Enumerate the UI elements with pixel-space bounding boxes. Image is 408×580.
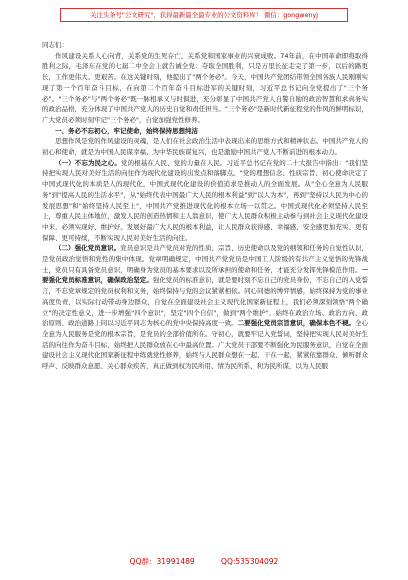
- subsection-heading-2: （二）强化党员意识。: [55, 244, 121, 253]
- section-heading-1: 一、务必不忘初心，牢记使命，始终保持思想纯洁: [55, 126, 198, 135]
- subsection-2-paragraph: [42, 243, 368, 371]
- footer-contact: [0, 556, 408, 568]
- footer-qq-number: QQ:535304092: [221, 557, 279, 566]
- point-heading-1: 一要强化党员标准意识，确保政治坚定。: [42, 265, 368, 285]
- header-banner: 关注头条号"公文研究"，获得最新最全最专业的公文资料库！ 微信：gongwenyj: [60, 8, 348, 22]
- subsection-2-body-c: 全心全意为人民服务是党的根本宗旨，是党员的全部价值所在。守初心，就要牢记入党誓词，坚持把实现人民对美好生活的向往作为奋斗目标，始终把人民群众放在心中最高位置。广大党员干部要不断强化为民服务意识，自觉在全面建设社会主义现代化国家新征程中练就党性修养，始终与人民群众想在一起、干在一起，紧紧依靠群众、倾听群众呼声、反映群众意愿、关心群众疾苦，真正做到权为民所用、情为民所系、利为民所谋，以为人民服: [42, 319, 368, 371]
- salutation: 同志们：: [42, 41, 68, 49]
- subsection-1-paragraph: [42, 158, 368, 244]
- subsection-1-body: 党的根基在人民、党的力量在人民。习近平总书记在党的二十大报告中指出："我们坚持把实现人民对美好生活的向往作为现代化建设的出发点和落脚点。"党的理想信念、性质宗旨、初心使命决定了中国式现代化的本质是人的现代化，中国式现代化建设的价值追求是推动人的全面发展。从"全心全意为人民服务"到"提高人民的生活水平"，从"始终代表中国最广大人民的根本利益"到"以人为本"，再到"坚持以人民为中心的发展思想"和"始终坚持人民至上"，中国共产党推进现代化的根本立场一以贯之。中国式现代化必须坚持人民至上，尊重人民主体地位，激发人民的创造热情和主人翁意识，使广大人民群众积极主动参与到社会主义现代化建设中来，必须实现好、维护好、发展好最广大人民的根本利益，让人民群众获得感、幸福感、安全感更加充实、更有保障、更可持续，不断实现人民对美好生活的向往。: [42, 158, 368, 242]
- point-heading-2: 二要强化党员宗旨意识，确保本色不褪。: [237, 319, 355, 328]
- subsection-2-body-a: 党员意识是共产党员对党的性质、宗旨、历史使命以及党的纲领和任务的自觉性认识，是党员政治觉悟和党性的集中体现。党章明确规定，中国共产党党员是中国工人阶级的有共产主义觉悟的先锋战士，党员只有具备党员意识，明确身为党员的基本要求以及所承担的使命和任务，才能充分发挥先锋模范作用。: [42, 244, 368, 274]
- subsection-heading-1: （一）不忘为民之心。: [55, 158, 121, 167]
- document-body: [42, 40, 368, 552]
- intro-paragraph: 作风建设关系人心向背，关系党的生死存亡，关系党和国家事业的兴衰成败。74年前，在中国革命即将取得胜利之际，毛泽东在党的七届二中全会上就告诫全党：夺取全国胜利，只是万里长征走完了第一步，以后的路更长，工作更伟大、更艰苦。在这关键时刻，他提出了"两个务必"。今天，中国共产党团结带领全国各族人民刚刚实现了第一个百年奋斗目标，在向第二个百年奋斗目标进军的关键时刻，习近平总书记向全党提出了"三个务必"。"三个务必"与"两个务必"既一脉相承又与时俱进，充分彰显了中国共产党人自警自励的政治智慧和求真务实的政治品格，充分体现了中国共产党人的历史自觉和责任担当。"三个务必"是新时代新征程党的作风的鲜明标识，广大党员必须时刻牢记"三个务必"，自觉加强党性修养。: [42, 51, 368, 124]
- subsection-2-body-b: 强化党员的标准意识，就是要时刻不忘自己的党员身份，不忘自己的入党誓言，不忘党章规定的党员权利和义务，始终保持与党的会议紧紧相依。同心同德的博弈情感，始终保持为党的事业高度负责，以实际行动带动身边群众，自觉在全面建设社会主义现代化国家新征程上，我们必须深刻领悟"两个确立"的决定性意义，进一步增强"四个意识"，坚定"四个自信"，做到"两个维护"，始终在政治立场、政治方向、政治原则、政治道路上同以习近平同志为核心的党中央保持高度一致。: [42, 276, 368, 328]
- section-1-lead: 思想作风是党的作风建设的灵魂，是人们在社会政治生活中表现出来的思维方式和精神状态。中国共产党人的初心和使命，就是为中国人民谋幸福、为中华民族谋复兴，也是激励中国共产党人不断前进的根本动力。: [42, 137, 368, 157]
- footer-qq-group: QQ群：31991489: [129, 557, 195, 566]
